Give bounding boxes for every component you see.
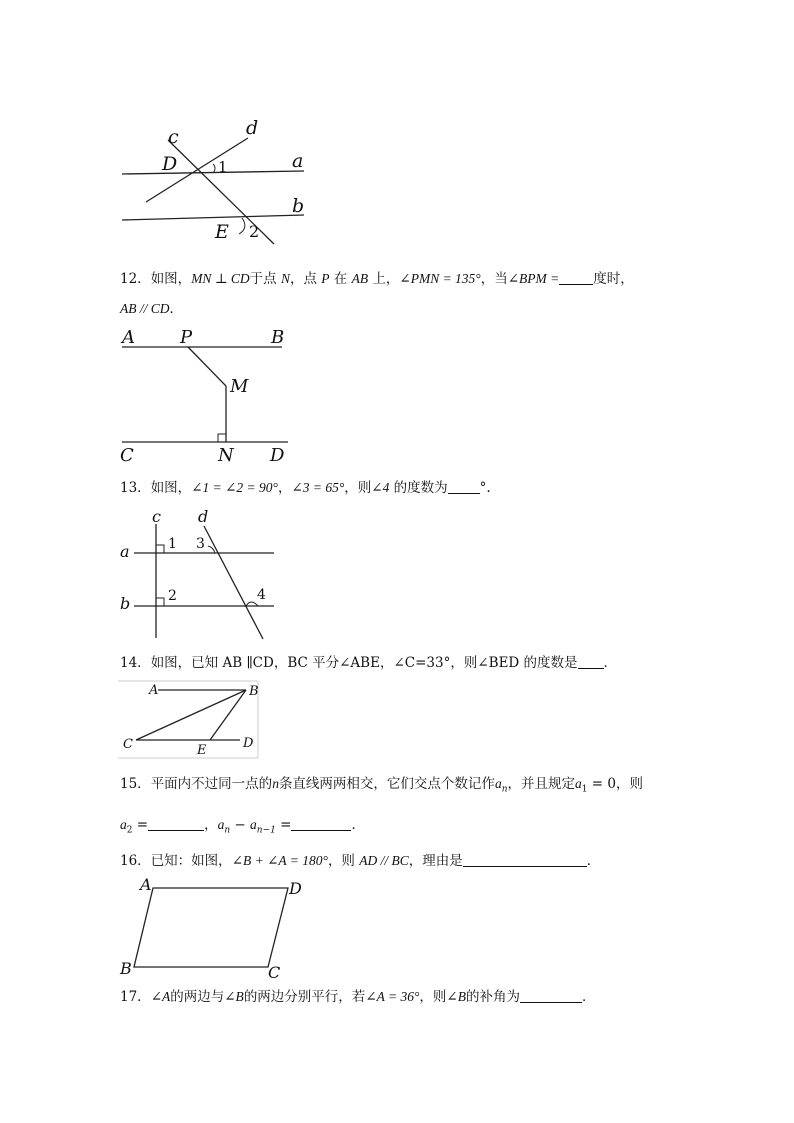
figure-q14	[118, 680, 263, 760]
label-b: b	[120, 594, 131, 613]
figure-q11	[118, 112, 318, 247]
answer-blank[interactable]	[520, 989, 582, 1003]
label-a: A	[122, 327, 135, 348]
label-d: d	[198, 507, 209, 526]
label-d: D	[270, 445, 285, 466]
label-angle-1: 1	[218, 158, 228, 176]
question-16: 16．已知：如图，∠B + ∠A = 180°，则 AD // BC，理由是 ．	[120, 853, 601, 869]
label-d: d	[246, 117, 259, 139]
question-12: 12．如图，MN ⊥ CD于点 N，点 P 在 AB 上，∠PMN = 135°，当∠BPM = 度时，	[120, 271, 634, 287]
question-number: 13．	[120, 480, 151, 496]
label-c: C	[123, 737, 133, 752]
label-d: D	[243, 736, 254, 751]
label-n: N	[218, 445, 234, 466]
answer-blank[interactable]	[559, 271, 593, 285]
label-angle-4: 4	[257, 587, 266, 603]
question-number: 17．	[120, 989, 151, 1005]
label-e: E	[197, 743, 207, 758]
label-a: A	[149, 683, 159, 698]
label-c: C	[120, 445, 134, 466]
label-a: A	[140, 875, 152, 894]
label-point-d: D	[162, 153, 178, 175]
label-p: P	[180, 327, 193, 348]
label-a: a	[292, 150, 304, 172]
figure-q13	[118, 506, 278, 641]
answer-blank-an[interactable]	[291, 817, 351, 831]
label-angle-3: 3	[196, 536, 205, 552]
question-number: 14．	[120, 655, 151, 671]
figure-q16	[118, 874, 313, 984]
question-17: 17．∠A的两边与∠B的两边分别平行，若∠A = 36°，则∠B的补角为 ．	[120, 989, 596, 1005]
figure-q12	[118, 324, 293, 464]
question-15-line-2: $a_2$ = ，$a_n - a_{n-1}$ = ．	[120, 817, 365, 836]
label-a: a	[120, 542, 130, 561]
label-c: c	[168, 126, 179, 148]
label-b: B	[249, 684, 259, 699]
label-m: M	[230, 376, 249, 397]
label-c: C	[268, 963, 281, 982]
label-b: B	[120, 959, 132, 978]
label-point-e: E	[215, 221, 229, 243]
label-angle-1: 1	[168, 536, 177, 552]
question-15: 15．平面内不过同一点的n条直线两两相交，它们交点个数记作$a_n$，并且规定$a_1 = 0$，则	[120, 776, 643, 795]
question-14: 14．如图，已知 AB ∥CD，BC 平分∠ABE，∠C=33°，则∠BED 的度数是 ．	[120, 655, 618, 671]
label-b: B	[271, 327, 285, 348]
question-number: 12．	[120, 271, 151, 287]
question-13: 13．如图，∠1 = ∠2 = 90°，∠3 = 65°，则∠4 的度数为 °.	[120, 480, 491, 496]
question-number: 15．	[120, 776, 151, 792]
label-angle-2: 2	[249, 222, 260, 241]
answer-blank[interactable]	[448, 480, 480, 494]
answer-blank[interactable]	[578, 655, 604, 669]
label-b: b	[292, 195, 305, 217]
question-number: 16．	[120, 853, 151, 869]
answer-blank[interactable]	[463, 853, 587, 867]
question-12-line-2: AB // CD．	[120, 301, 183, 317]
label-angle-2: 2	[168, 588, 177, 604]
label-c: c	[152, 507, 161, 526]
answer-blank-a2[interactable]	[148, 817, 204, 831]
label-d: D	[289, 879, 302, 898]
